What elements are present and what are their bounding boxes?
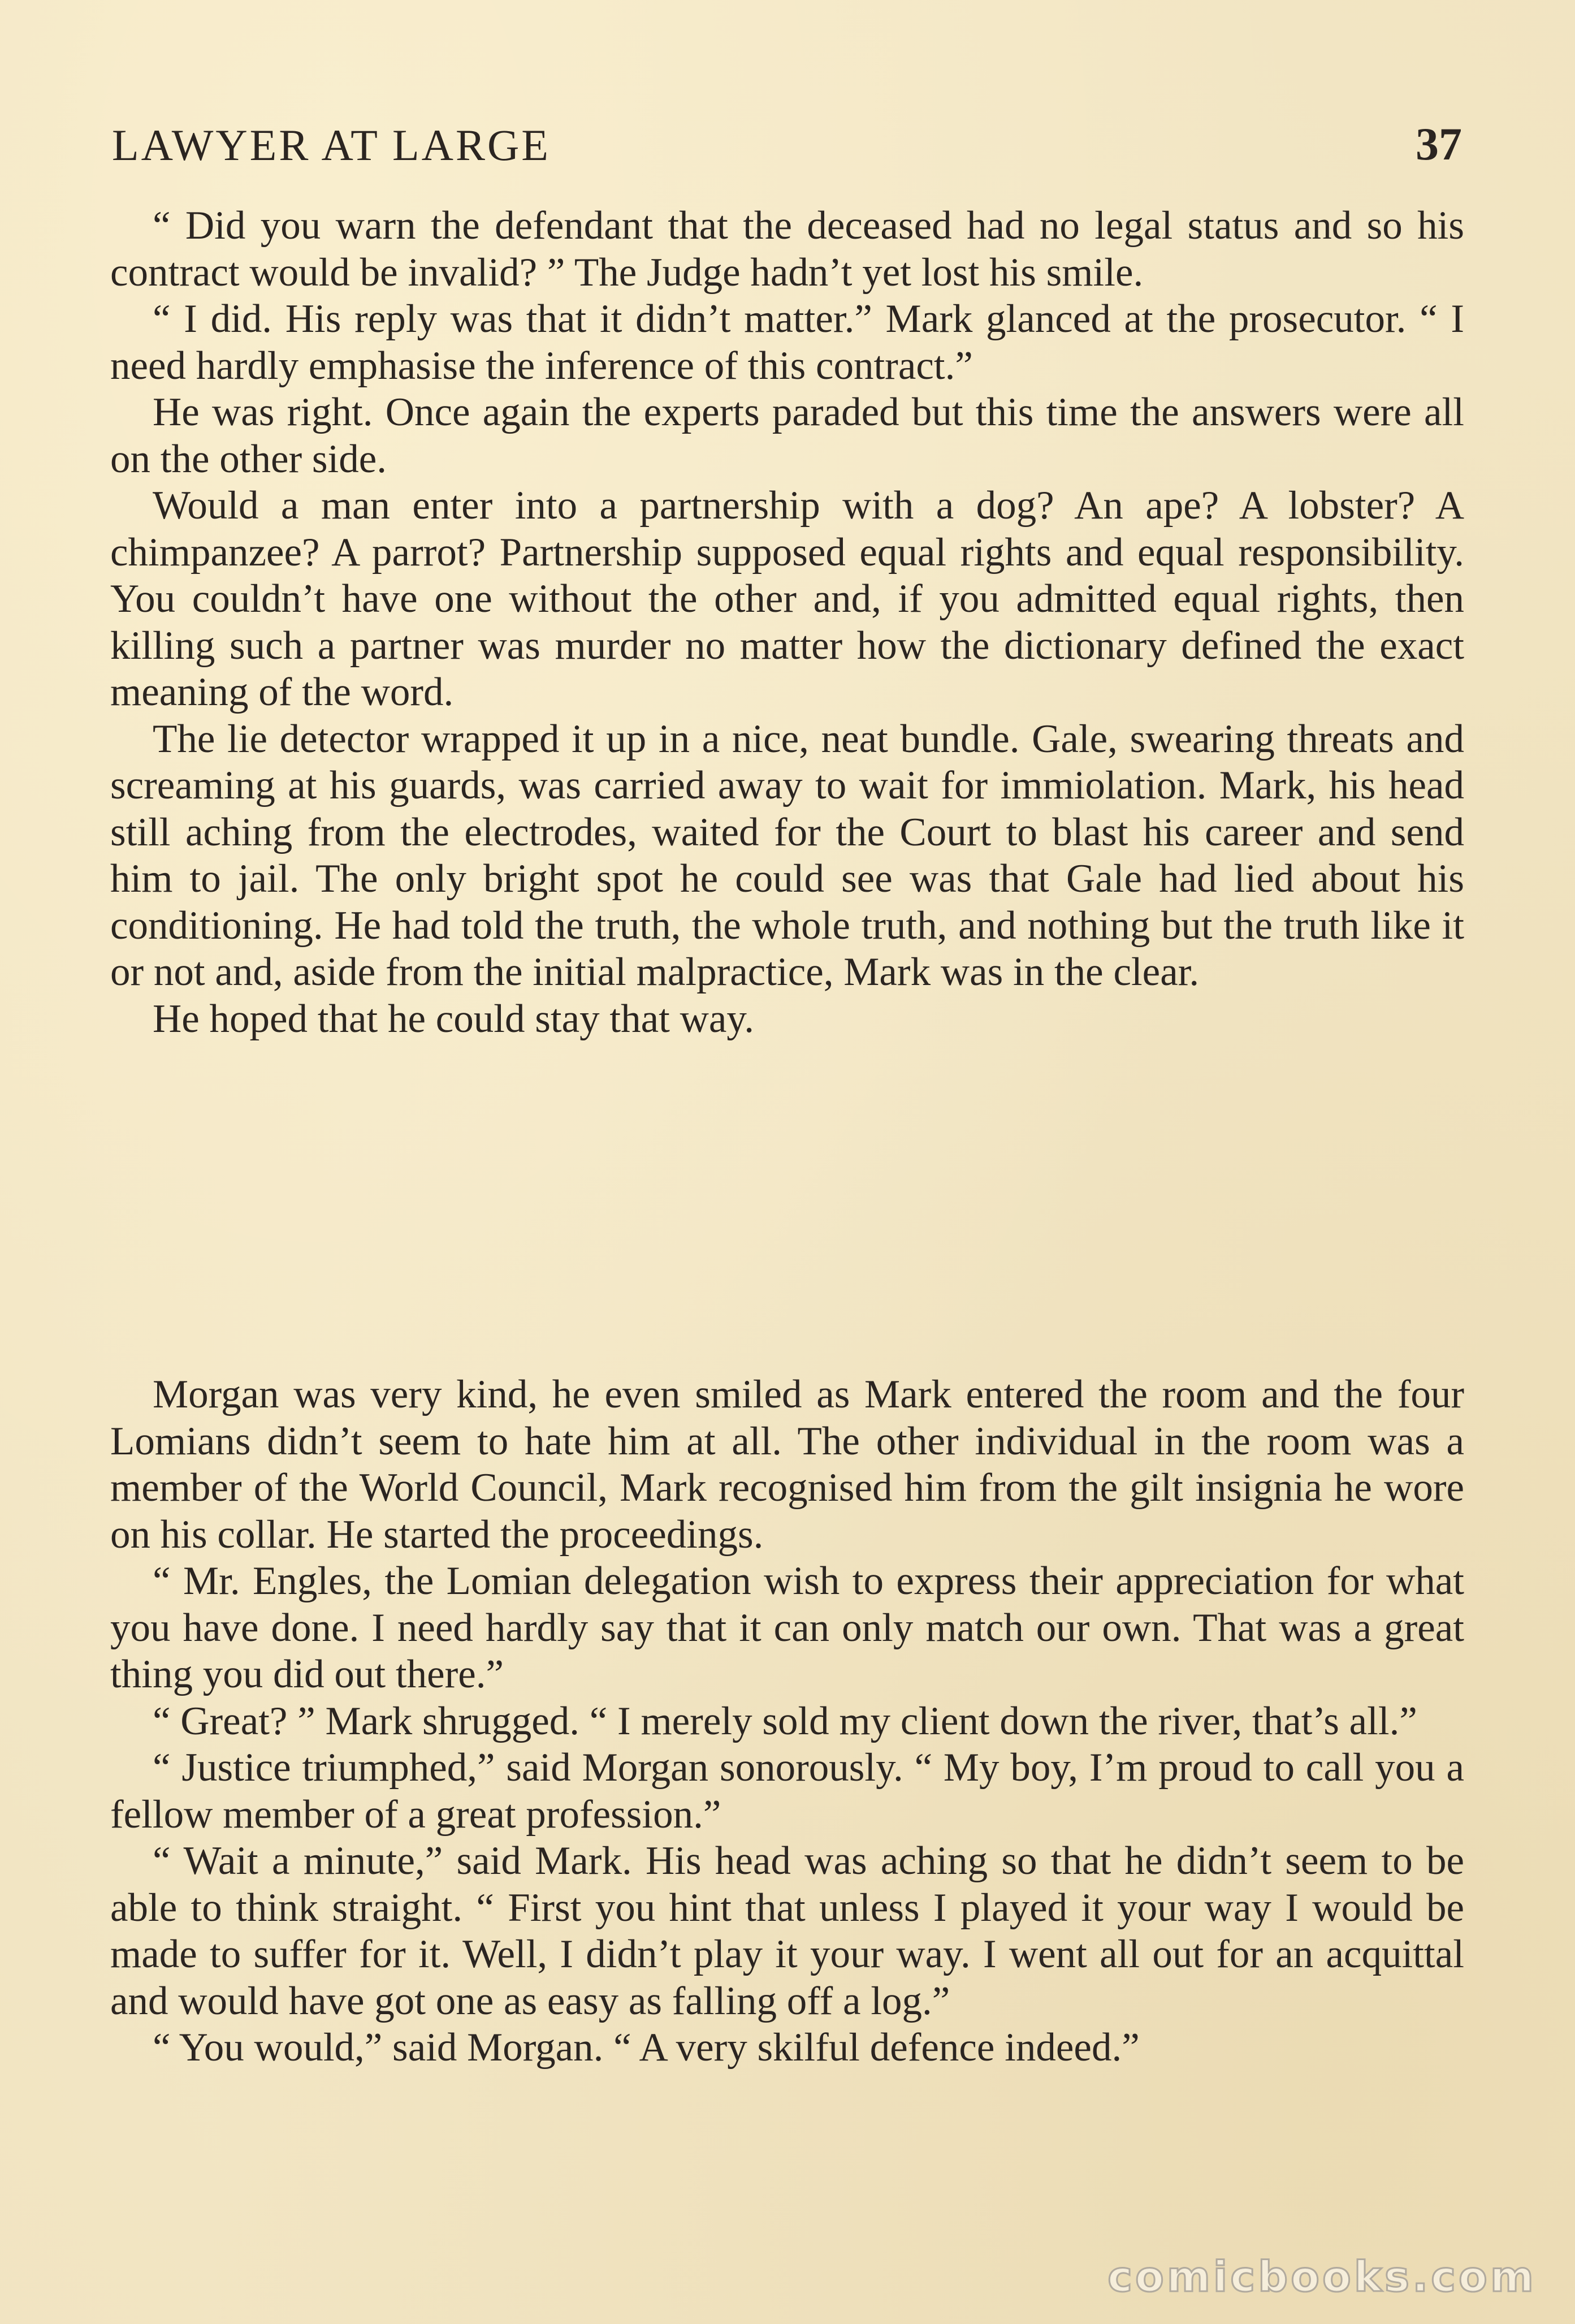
page-number: 37: [1416, 118, 1462, 170]
paragraph: “ Wait a minute,” said Mark. His head was aching so that he didn’t seem to be able to think straight. “ First you hint that unless I played it your way I would be made to suffer for it. Well, I didn’t play it your way. I went all out for an acquittal and would have got one as easy as falling off a log.”: [110, 1839, 1464, 2023]
paragraph: “ You would,” said Morgan. “ A very skilful defence indeed.”: [153, 2025, 1140, 2070]
running-title: LAWYER AT LARGE: [112, 120, 551, 170]
running-header: [112, 100, 1462, 170]
text-section-2: [110, 1371, 1464, 2071]
text-section-1: [110, 202, 1464, 1042]
paragraph: “ Justice triumphed,” said Morgan sonorously. “ My boy, I’m proud to call you a fellow member of a great profession.”: [110, 1746, 1464, 1837]
paragraph: He hoped that he could stay that way.: [153, 996, 755, 1041]
paragraph: “ Mr. Engles, the Lomian delegation wish to express their appreciation for what you have done. I need hardly say that it can only match our own. That was a great thing you did out there.”: [110, 1559, 1464, 1696]
paragraph: “ Great? ” Mark shrugged. “ I merely sold my client down the river, that’s all.”: [153, 1699, 1417, 1743]
paragraph: “ Did you warn the defendant that the deceased had no legal status and so his contract would be invalid? ” The Judge hadn’t yet lost his smile.: [110, 204, 1464, 295]
paragraph: The lie detector wrapped it up in a nice, neat bundle. Gale, swearing threats and screaming at his guards, was carried away to wait for immiolation. Mark, his head still aching from the electrodes, waited for the Court to blast his career and send him to jail. The only bright spot he could see was that Gale had lied about his conditioning. He had told the truth, the whole truth, and nothing but the truth like it or not and, aside from the initial malpractice, Mark was in the clear.: [110, 716, 1464, 994]
paragraph: “ I did. His reply was that it didn’t matter.” Mark glanced at the prosecutor. “ I need hardly emphasise the inference of this contract.”: [110, 297, 1464, 388]
paragraph: Morgan was very kind, he even smiled as Mark entered the room and the four Lomians didn’t seem to hate him at all. The other individual in the room was a member of the World Council, Mark recognised him from the gilt insignia he wore on his collar. He started the proceedings.: [110, 1372, 1464, 1557]
paragraph: He was right. Once again the experts paraded but this time the answers were all on the other side.: [110, 390, 1464, 481]
paragraph: Would a man enter into a partnership with a dog? An ape? A lobster? A chimpanzee? A parrot? Partnership supposed equal rights and equal responsibility. You couldn’t have one without the other and, if you admitted equal rights, then killing such a partner was murder no matter how the dictionary defined the exact meaning of the word.: [110, 483, 1464, 714]
watermark: comicbooks.com: [1107, 2253, 1537, 2301]
